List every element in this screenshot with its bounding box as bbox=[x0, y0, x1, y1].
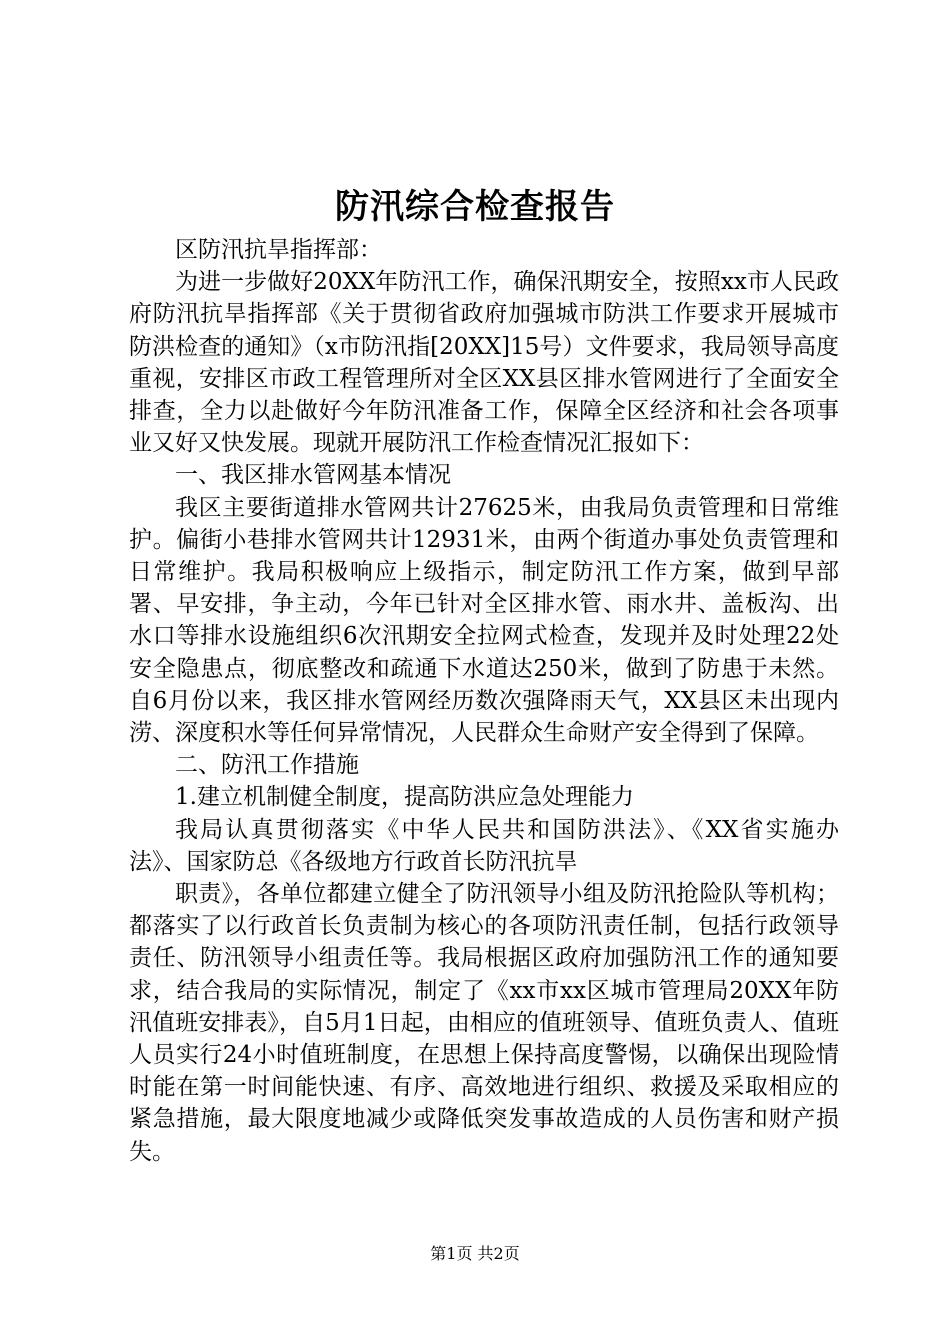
section-1-paragraph: 我区主要街道排水管网共计27625米，由我局负责管理和日常维护。偏街小巷排水管网共计12931米，由两个街道办事处负责管理和日常维护。我局积极响应上级指示，制定防汛工作方案，做到早部署、早安排，争主动，今年已针对全区排水管、雨水井、盖板沟、出水口等排水设施组织6次汛期安全拉网式检查，发现并及时处理22处安全隐患点，彻底整改和疏通下水道达250米，做到了防患于未然。自6月份以来，我区排水管网经历数次强降雨天气，XX县区未出现内涝、深度积水等任何异常情况，人民群众生命财产安全得到了保障。 bbox=[129, 494, 839, 747]
document-body bbox=[129, 234, 839, 1168]
subsection-heading-1: 1.建立机制健全制度，提高防洪应急处理能力 bbox=[175, 784, 634, 811]
page-footer: 第1页 共2页 bbox=[430, 1244, 520, 1263]
salutation: 区防汛抗旱指挥部： bbox=[175, 237, 382, 263]
section-heading-2: 二、防汛工作措施 bbox=[175, 752, 359, 779]
section-heading-1: 一、我区排水管网基本情况 bbox=[175, 462, 451, 489]
subsection-1-paragraph-part2: 职责》，各单位都建立健全了防汛领导小组及防汛抢险队等机构；都落实了以行政首长负责制为核心的各项防汛责任制，包括行政领导责任、防汛领导小组责任等。我局根据区政府加强防汛工作的通知要求，结合我局的实际情况，制定了《xx市xx区城市管理局20XX年防汛值班安排表》，自5月1日起，由相应的值班领导、值班负责人、值班人员实行24小时值班制度，在思想上保持高度警惕，以确保出现险情时能在第一时间能快速、有序、高效地进行组织、救援及采取相应的紧急措施，最大限度地减少或降低突发事故造成的人员伤害和财产损失。 bbox=[129, 881, 839, 1165]
intro-paragraph: 为进一步做好20XX年防汛工作，确保汛期安全，按照xx市人民政府防汛抗旱指挥部《关于贯彻省政府加强城市防洪工作要求开展城市防洪检查的通知》（x市防汛指[20XX]15号）文件要求，我局领导高度重视，安排区市政工程管理所对全区XX县区排水管网进行了全面安全排查，全力以赴做好今年防汛准备工作，保障全区经济和社会各项事业又好又快发展。现就开展防汛工作检查情况汇报如下： bbox=[129, 269, 839, 457]
document-title: 防汛综合检查报告 bbox=[335, 187, 615, 227]
subsection-1-paragraph-part1: 我局认真贯彻落实《中华人民共和国防洪法》、《XX省实施办法》、国家防总《各级地方行政首长防汛抗旱 bbox=[129, 816, 839, 875]
